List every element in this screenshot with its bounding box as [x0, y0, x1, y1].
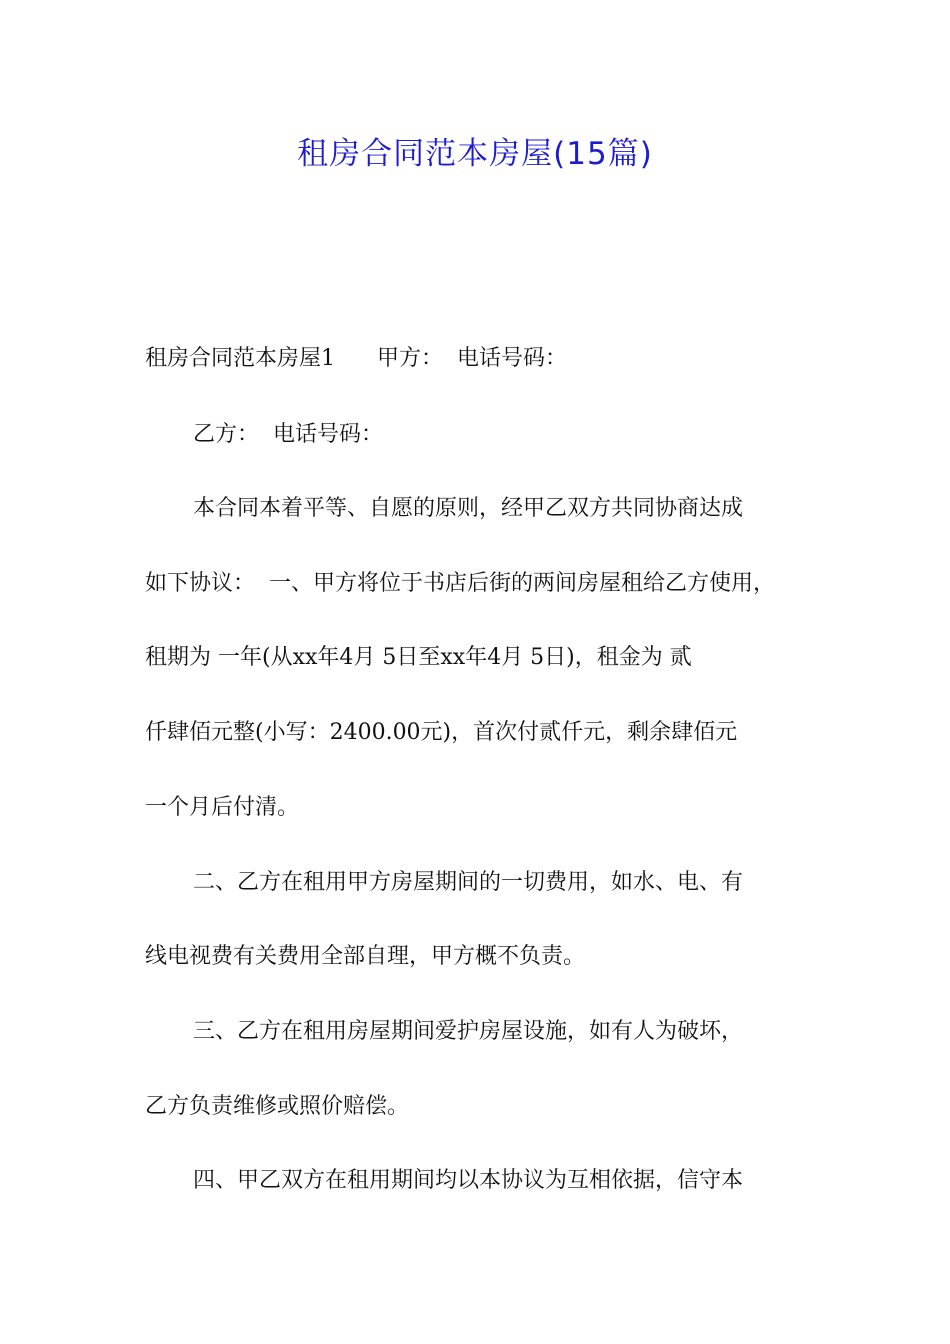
text-line: 租房合同范本房屋1 甲方： 电话号码： [145, 346, 567, 371]
document-title: 租房合同范本房屋(15篇) [297, 136, 653, 172]
text-line: 四、甲乙双方在租用期间均以本协议为互相依据，信守本 [193, 1168, 744, 1193]
text-line: 乙方： 电话号码： [193, 422, 383, 447]
text-line: 线电视费有关费用全部自理，甲方概不负责。 [145, 944, 586, 969]
text-line: 如下协议： 一、甲方将位于书店后街的两间房屋租给乙方使用， [145, 571, 775, 596]
text-line: 仟肆佰元整(小写：2400.00元)，首次付贰仟元，剩余肆佰元 [145, 720, 738, 745]
text-line: 乙方负责维修或照价赔偿。 [145, 1094, 410, 1119]
text-line: 二、乙方在租用甲方房屋期间的一切费用，如水、电、有 [193, 870, 744, 895]
text-line: 一个月后付清。 [145, 795, 300, 820]
text-line: 租期为 一年(从xx年4月 5日至xx年4月 5日)，租金为 贰 [145, 645, 692, 670]
text-line: 本合同本着平等、自愿的原则，经甲乙双方共同协商达成 [193, 496, 744, 521]
text-line: 三、乙方在租用房屋期间爱护房屋设施，如有人为破坏， [193, 1019, 744, 1044]
